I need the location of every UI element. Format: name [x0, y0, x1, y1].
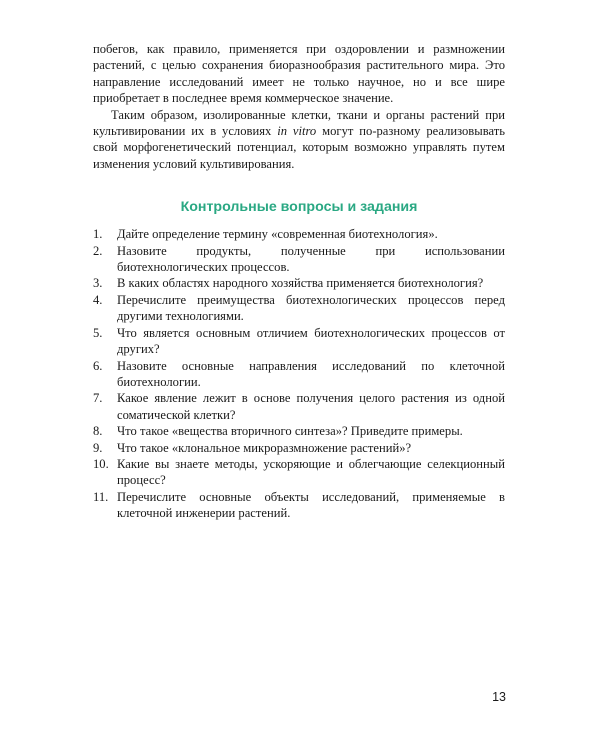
- question-item: [93, 226, 505, 242]
- paragraph-2-part-2: могут по-разному реализовывать свой морфогенетический потенциал, которым возможно управлять путем изменения условий культивирования.: [93, 124, 506, 171]
- section-heading: Контрольные вопросы и задания: [180, 199, 418, 216]
- question-item: [93, 456, 505, 489]
- in-vitro-term: in vitro: [277, 124, 317, 139]
- question-item: [93, 275, 505, 291]
- question-item: [93, 358, 505, 391]
- question-text: Какие вы знаете методы, ускоряющие и облегчающие селекционный процесс?: [117, 456, 505, 488]
- page-number: 13: [492, 690, 506, 704]
- paragraph-2-part-1: Таким образом, изолированные клетки, ткани и органы растений при культивировании их в условиях: [93, 107, 505, 139]
- question-item: [93, 292, 505, 325]
- question-number: 2.: [93, 243, 103, 258]
- question-number: 5.: [93, 325, 103, 340]
- question-number: 7.: [93, 391, 103, 406]
- question-item: [93, 440, 505, 456]
- page-content: [93, 41, 505, 522]
- question-item: [93, 489, 505, 522]
- question-number: 4.: [93, 292, 103, 307]
- question-text: Что такое «вещества вторичного синтеза»? Приведите примеры.: [117, 424, 463, 439]
- question-text: Назовите продукты, полученные при использовании биотехнологических процессов.: [117, 243, 505, 275]
- question-item: [93, 390, 505, 423]
- questions-list: [93, 226, 505, 521]
- question-number: 6.: [93, 358, 103, 373]
- question-text: Перечислите преимущества биотехнологических процессов перед другими технологиями.: [117, 292, 505, 324]
- question-text: В каких областях народного хозяйства применяется биотехнология?: [117, 276, 484, 291]
- body-paragraph-1: побегов, как правило, применяется при оздоровлении и размножении растений, с целью сохранения биоразнообразия растительного мира. Это направление исследований имеет не только научное, но и все шире приобретает в последнее время коммерческое значение.: [93, 42, 505, 106]
- question-text: Что является основным отличием биотехнологических процессов от других?: [117, 325, 505, 357]
- question-text: Перечислите основные объекты исследований, применяемые в клеточной инженерии растений.: [117, 489, 505, 521]
- question-number: 9.: [93, 440, 103, 455]
- question-number: 11.: [93, 489, 109, 504]
- question-text: Назовите основные направления исследований по клеточной биотехнологии.: [117, 358, 505, 389]
- question-number: 8.: [93, 424, 103, 439]
- question-item: [93, 325, 505, 358]
- question-text: Дайте определение термину «современная биотехнология».: [117, 227, 438, 242]
- question-item: [93, 423, 505, 439]
- body-paragraph-2: [93, 107, 505, 173]
- question-number: 10.: [93, 456, 109, 471]
- question-text: Что такое «клональное микроразмножение растений»?: [117, 440, 412, 455]
- question-number: 1.: [93, 227, 103, 242]
- question-number: 3.: [93, 276, 103, 291]
- question-item: [93, 243, 505, 276]
- question-text: Какое явление лежит в основе получения целого растения из одной соматической клетки?: [117, 391, 505, 422]
